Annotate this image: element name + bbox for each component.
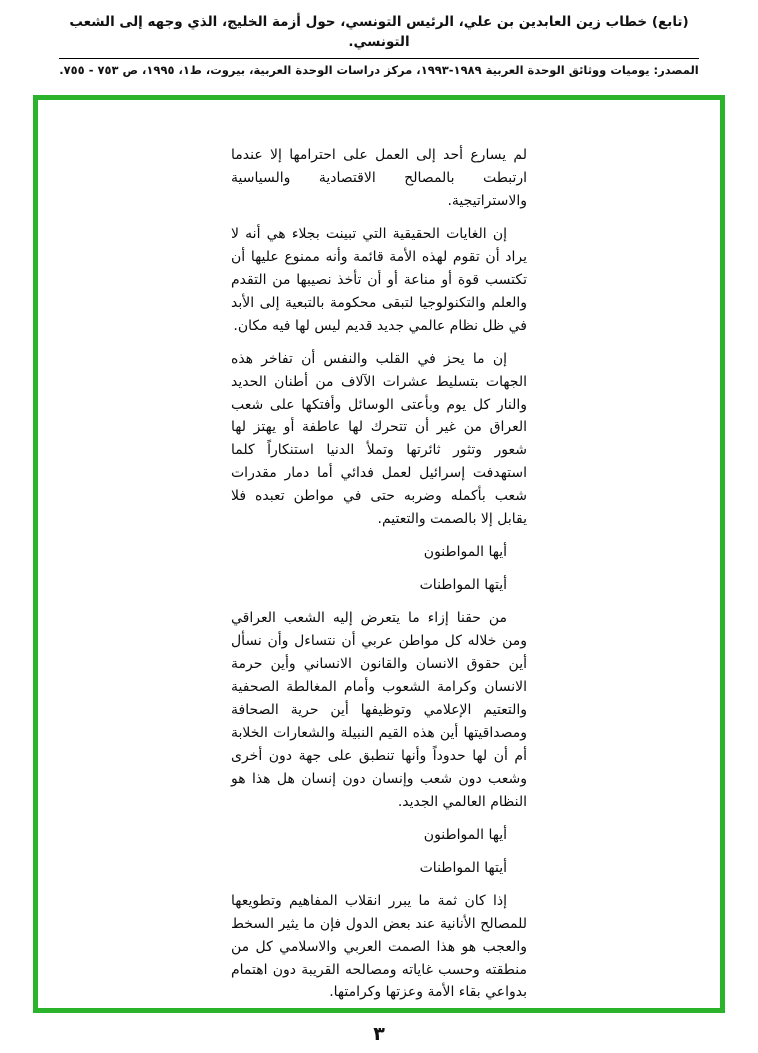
document-header	[0, 0, 758, 77]
salutation-line: أيها المواطنون	[423, 826, 507, 843]
body-paragraph: إذا كان ثمة ما يبرر انقلاب المفاهيم وتطويعها للمصالح الأنانية عند بعض الدول فإن ما يثير السخط والعجب هو هذا الصمت العربي والاسلامي كل من منطقته وحسب غاياته ومصالحه القريبة دون اهتمام بدواعي بقاء الأمة وعزتها وكرامتها.	[231, 892, 527, 1001]
source-citation: المصدر: يوميات ووثائق الوحدة العربية ١٩٨٩-١٩٩٣، مركز دراسات الوحدة العربية، بيروت، ط١، ١٩٩٥، ص ٧٥٣ - ٧٥٥.	[59, 62, 699, 77]
salutation-line: أيتها المواطنات	[419, 859, 507, 876]
salutation-line: أيها المواطنون	[423, 544, 507, 561]
page-number: ٣	[373, 1023, 385, 1045]
body-paragraph: إن الغايات الحقيقية التي تبينت بجلاء هي أنه لا يراد أن تقوم لهذه الأمة قائمة وأنه ممنوع عليها أن تكتسب قوة أو مناعة أو أن تأخذ نصيبها من التقدم والعلم والتكنولوجيا لتبقى محكومة بالتبعية إلى الأبد في ظل نظام عالمي جديد قديم ليس لها فيه مكان.	[231, 225, 527, 334]
green-frame	[33, 95, 725, 1013]
salutation-line: أيتها المواطنات	[419, 577, 507, 594]
document-title: (تابع) خطاب زين العابدين بن علي، الرئيس التونسي، حول أزمة الخليج، الذي وجهه إلى الشعب التونسي.	[69, 14, 689, 51]
body-paragraph: من حقنا إزاء ما يتعرض إليه الشعب العراقي ومن خلاله كل مواطن عربي أن نتساءل وأن نسأل أين حقوق الانسان والقانون الانساني وأين حرمة الانسان وكرامة الشعوب وأمام المغالطة الصحفية والتعتيم الإعلامي وتوظيفها أين حرية الصحافة ومصداقيتها أين هذه القيم النبيلة والشعارات الخلابة أم أن لها حدوداً وأنها تنطبق على جهة دون أخرى وشعب دون شعب وإنسان دون إنسان هل هذا هو النظام العالمي الجديد.	[231, 610, 527, 810]
body-paragraph: لم يسارع أحد إلى العمل على احترامها إلا عندما ارتبطت بالمصالح الاقتصادية والسياسية والاستراتيجية.	[231, 147, 527, 209]
paragraph-list	[231, 144, 527, 1004]
body-paragraph: إن ما يحز في القلب والنفس أن تفاخر هذه الجهات بتسليط عشرات الآلاف من أطنان الحديد والنار كل يوم وبأعتى الوسائل وأفتكها على شعب العراق من غير أن تتحرك لها عاطفة أو يهتز لها شعور وتثور ثائرتها وتملأ الدنيا استنكاراً كلما استهدفت إسرائيل لعمل فدائي أما دمار مقدرات شعب بأكمله وضربه حتى في مواطن تعبده فلا يقابل إلا بالصمت والتعتيم.	[231, 350, 527, 528]
header-divider	[59, 58, 699, 59]
